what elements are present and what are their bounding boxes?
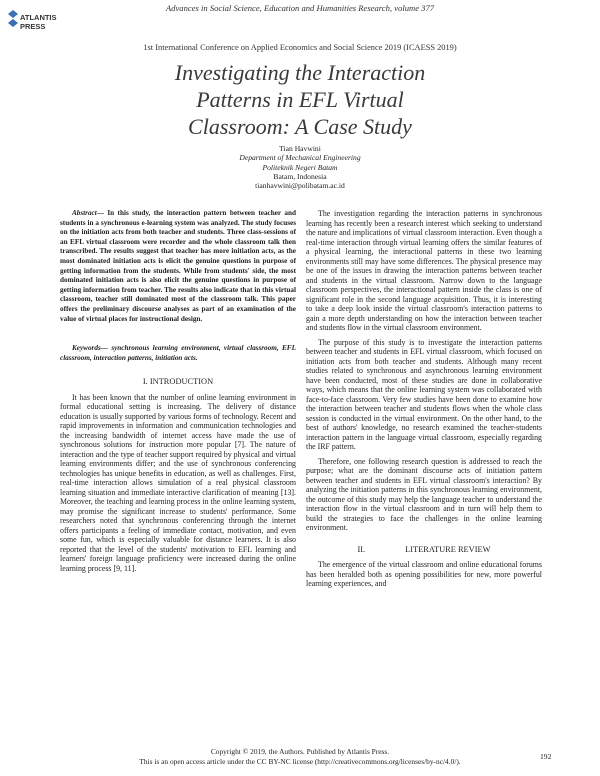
- paper-title: [100, 59, 500, 140]
- left-column: [60, 209, 296, 578]
- keywords-label: Keywords: [72, 344, 101, 353]
- right-column: [306, 209, 542, 594]
- intro-paragraph-2: The investigation regarding the interaction patterns in synchronous learning has recently been a research interest which seeking to understand the nature and implications of virtual classroom interaction. Even though a real-time interaction through virtual learning offers the similar features of a physical learning, the interactional patterns in these two learning environments still may have some differences. The physical presence may be one of the issues in drawing the interaction patterns between teacher and students in the virtual classroom. Narrow down to the language classroom perspectives, the interactional pattern inside the class is one of significant role in the second language acquisition. Thus, it is interesting to take a deep look inside the virtual classroom's interaction patterns to gain a more depth understanding on how the interaction between teacher and students flow in the virtual classroom environment.: [306, 209, 542, 332]
- footer-license[interactable]: This is an open access article under the CC BY-NC license (http://creativecommons.org/licenses/by-nc/4.0/).: [139, 756, 461, 766]
- intro-paragraph-4: Therefore, one following research question is addressed to reach the purpose; what are the dominant discourse acts of initiation pattern between teacher and students in EFL virtual classroom's interaction? By analyzing the initiation patterns in this synchronous learning environment, the outcome of this study may help the language teacher to understand the interaction flow in the virtual classroom and in turn will help them to build the strategies to face the challenges in the online learning environment.: [306, 456, 542, 532]
- author-city: Batam, Indonesia: [273, 171, 327, 181]
- footer-copyright: Copyright © 2019, the Authors. Published by Atlantis Press.: [210, 747, 390, 756]
- section2-title: LITERATURE REVIEW: [405, 544, 491, 554]
- section2-number: II.: [357, 544, 366, 554]
- conference-header: 1st International Conference on Applied Economics and Social Science 2019 (ICAESS 2019): [143, 43, 457, 52]
- author-institution: Politeknik Negeri Batam: [262, 162, 338, 172]
- logo-line1: ATLANTIS: [20, 13, 57, 22]
- logo-text: [20, 13, 57, 31]
- author-block: [150, 144, 450, 190]
- keywords-text: — synchronous learning environment, virtual classroom, EFL classroom, interaction patterns, initiation acts.: [60, 344, 296, 362]
- copyright-footer: [60, 747, 540, 766]
- title-line3: Classroom: A Case Study: [188, 114, 412, 139]
- title-line2: Patterns in EFL Virtual: [196, 87, 404, 112]
- literature-paragraph-1: The emergence of the virtual classroom and online educational forums has been heralded both as opening possibilities for new, more powerful learning experiences, and: [306, 560, 542, 588]
- publisher-logo: [8, 8, 68, 38]
- intro-paragraph-1: It has been known that the number of online learning environment in formal educational setting is increasing. The delivery of distance education is usually supported by various forms of technology. Recent and rapid improvements in information and communication technologies and the increasing bandwidth of internet access have made the use of synchronous solutions for instruction more popular [7]. The nature of interaction and the type of teacher support required by physical and virtual learning environments differ; and the use of synchronous conferencing technologies has unique benefits in education, as well as challenges. First, real-time interaction allows simulation of a real physical classroom learning situation and immediate interactive clarification of meaning [13]. Moreover, the teaching and learning process in the online learning system, may promise the significant increase to students' performance. Some researchers noted that synchronous conferencing through the internet offers participants a feeling of immediate contact, motivation, and even some fun, which is especially valuable for distance learners. It is also reported that the level of the students' motivation to EFL learning and learners' foreign language proficiency were increased during the online learning process [9, 11].: [60, 392, 296, 573]
- page-number: 192: [540, 752, 552, 761]
- abstract-text: — In this study, the interaction pattern between teacher and students in a synchronous e-learning system was analyzed. The study focuses on the initiation acts from both teacher and students. Three class-sessions of an EFL virtual classroom were recorder and the whole classroom talk then transcribed. The results suggest that teacher has more initiation acts, as the most dominated initiation acts is elicit the genuine questions in purpose of getting information from the students. While from students' side, the most dominated initiation acts is also elicit the genuine questions in purpose of getting information from teacher. The results also indicate that in this virtual classroom, teacher still dominated most of the classroom talk. This paper offers the preliminary discourse analyses as part of an examination of the value of virtual places for instructional design.: [60, 209, 296, 323]
- title-line1: Investigating the Interaction: [174, 60, 426, 85]
- keywords: [60, 344, 296, 363]
- author-email[interactable]: tianhavwini@polibatam.ac.id: [255, 181, 345, 191]
- atlantis-logo-icon: [8, 10, 18, 28]
- author-name: Tian Havwini: [279, 144, 321, 153]
- intro-paragraph-3: The purpose of this study is to investigate the interaction patterns between teacher and students in EFL virtual classroom, which focused on initiation acts from both teacher and students. Although many recent studies related to synchronous and asynchronous learning environment have been conducted, most of these studies are done in collaborative ways, which means that the online learning system was collaborated with face-to-face classroom. Very few studies have been done to examine how the interaction between teacher and students flows when the whole class session is conducted in the virtual environment. On the other hand, to the best of authors' knowledge, no research examined the teacher-students interaction pattern in the language virtual classroom, especially regarding the IRF pattern.: [306, 337, 542, 451]
- logo-line2: PRESS: [20, 22, 46, 31]
- author-department: Department of Mechanical Engineering: [239, 153, 361, 163]
- section-heading-introduction: I. INTRODUCTION: [142, 377, 214, 387]
- section-heading-literature-review: [306, 545, 542, 555]
- journal-header: Advances in Social Science, Education and Humanities Research, volume 377: [165, 3, 435, 13]
- abstract: [60, 209, 296, 324]
- abstract-label: Abstract: [72, 209, 97, 217]
